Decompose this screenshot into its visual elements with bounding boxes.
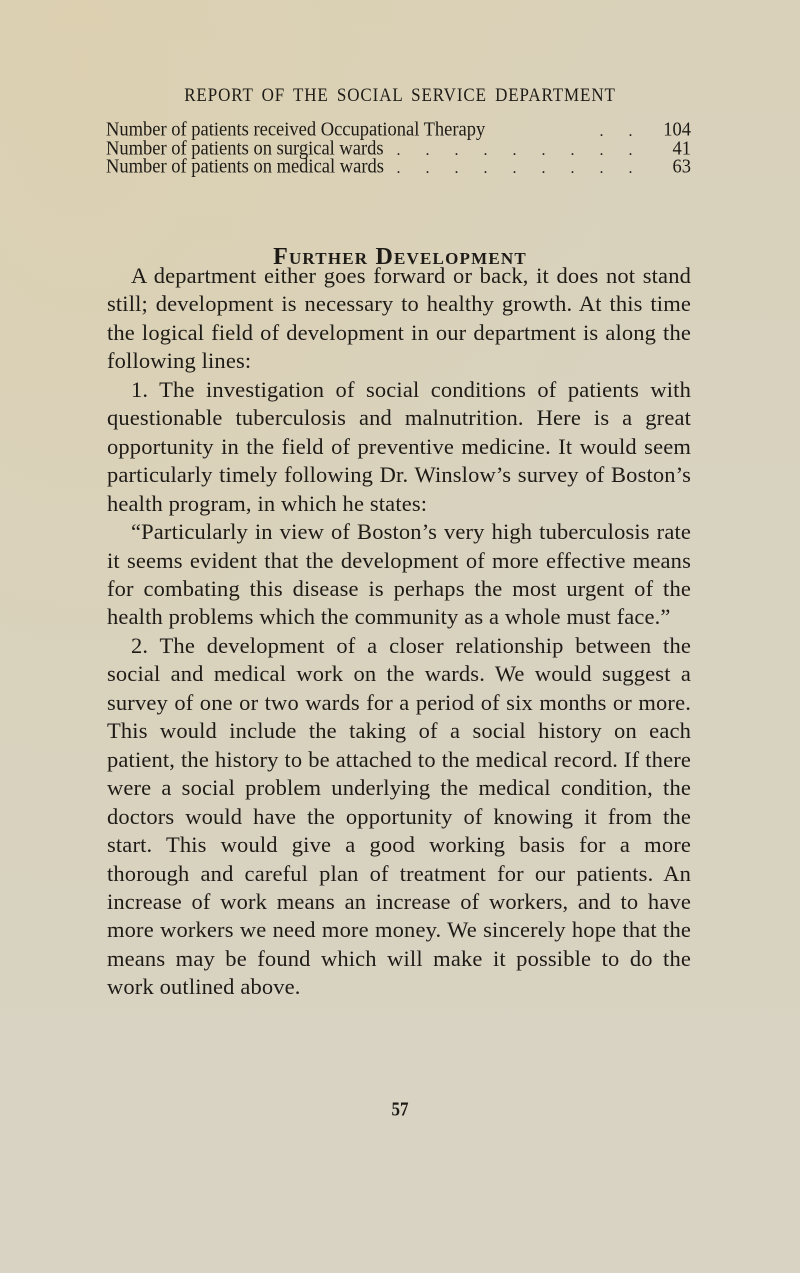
statistics-list	[106, 119, 691, 179]
section-heading: Further Development	[273, 243, 527, 270]
stat-label: Number of patients on medical wards	[106, 156, 384, 179]
paragraph-quote: “Particularly in view of Boston’s very high tuberculosis rate it seems evident that the development of more effective means for combating this disease is perhaps the most urgent of the health problems which the community as a whole must face.”	[107, 519, 691, 630]
running-head: REPORT OF THE SOCIAL SERVICE DEPARTMENT	[184, 84, 616, 106]
dot-leader: . . . . . . . . .	[396, 160, 643, 177]
stat-value: 41	[672, 137, 691, 160]
stat-label: Number of patients received Occupational Therapy	[106, 119, 486, 142]
stat-value: 104	[663, 119, 691, 142]
stat-value: 63	[672, 156, 691, 179]
paragraph-item-2: 2. The development of a closer relationship between the social and medical work on the wards. We would suggest a survey of one or two wards for a period of six months or more. This would include the taking of a social history on each patient, the history to be attached to the medical record. If there were a social problem underlying the medical condition, the doctors would have the opportunity of knowing it from the start. This would give a good working basis for a more thorough and careful plan of treatment for our patients. An increase of work means an increase of workers, and to have more workers we need more money. We sincerely hope that the means may be found which will make it possible to do the work outlined above.	[107, 632, 691, 1000]
body-text	[107, 262, 691, 1002]
dot-leader: . .	[599, 123, 643, 140]
stat-label: Number of patients on surgical wards	[106, 137, 384, 160]
paragraph-item-1: 1. The investigation of social conditions of patients with questionable tuberculosis and malnutrition. Here is a great opportunity in the field of preventive medicine. It would seem particularly timely following Dr. Winslow’s survey of Boston’s health program, in which he states:	[107, 376, 691, 516]
paragraph-intro: A department either goes forward or back, it does not stand still; development is necessary to healthy growth. At this time the logical field of development in our department is along the following lines:	[107, 263, 691, 374]
stat-row-medical-wards	[106, 156, 691, 179]
dot-leader: . . . . . . . . .	[396, 141, 643, 159]
page-number: 57	[391, 1098, 409, 1120]
